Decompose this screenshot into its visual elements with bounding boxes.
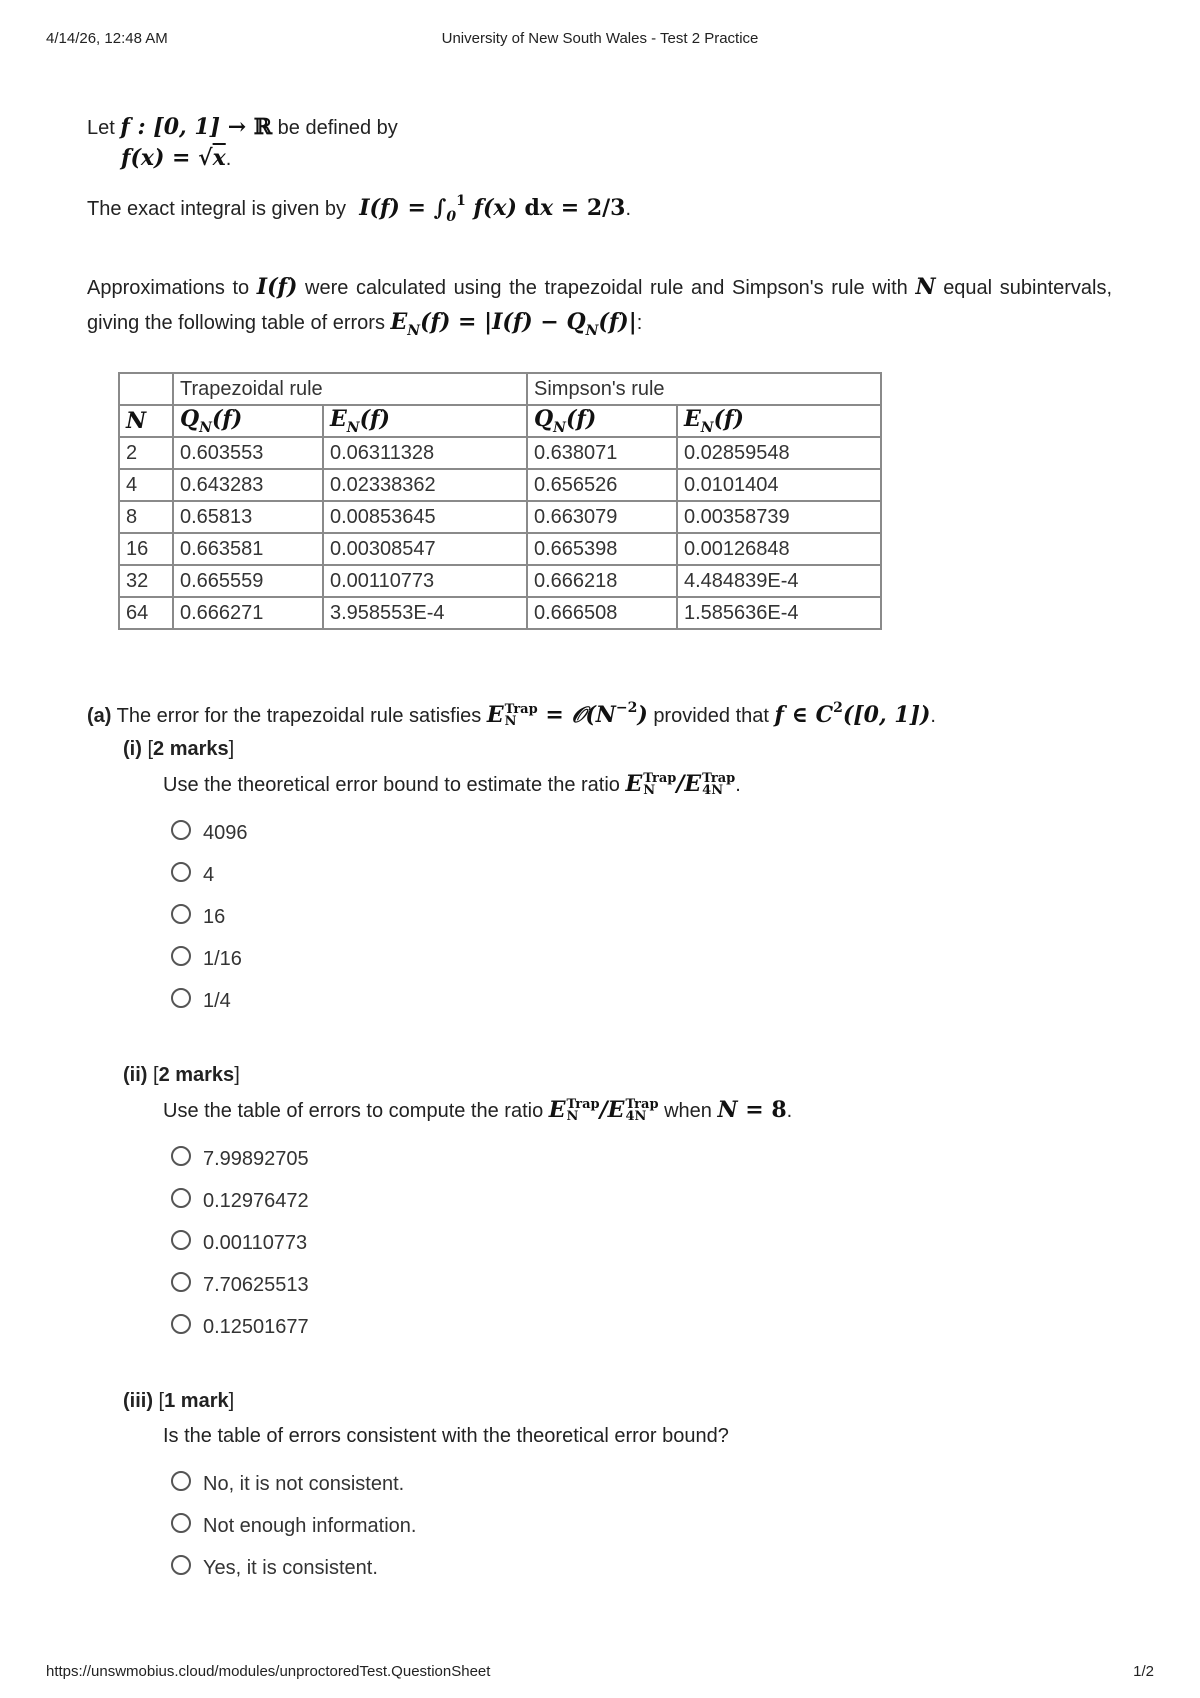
sub-iii-marks: 1 mark bbox=[164, 1390, 229, 1412]
sub-iii-prompt-text: Is the table of errors consistent with the theoretical error bound? bbox=[163, 1425, 729, 1447]
sub-i-prompt-text: Use the theoretical error bound to estimate the ratio bbox=[163, 774, 620, 796]
cell-en-trap: 3.958553E-4 bbox=[323, 597, 527, 629]
part-a-statement: (a) The error for the trapezoidal rule satisfies E Trap N = $𝒪(N^{-2})$ provided that f ∈ $C^2([0$, 1]). bbox=[87, 700, 936, 729]
table-group-header-row bbox=[119, 373, 881, 405]
sub-iii-options bbox=[171, 1463, 1112, 1589]
table-row bbox=[119, 437, 881, 469]
definition-line bbox=[87, 112, 1112, 143]
cell-n: 32 bbox=[119, 565, 173, 597]
question-content bbox=[87, 112, 1112, 1589]
page-title: University of New South Wales - Test 2 Practice bbox=[441, 30, 759, 47]
cell-qn-simp: 0.666508 bbox=[527, 597, 677, 629]
table-row bbox=[119, 597, 881, 629]
col-header-en-trap: $E_N(f)$ bbox=[323, 405, 527, 437]
answer-option[interactable]: 0.12501677 bbox=[171, 1306, 1112, 1348]
sub-iii-label: (iii) bbox=[123, 1390, 153, 1412]
sub-ii-options bbox=[171, 1138, 1112, 1348]
cell-n: 64 bbox=[119, 597, 173, 629]
col-header-qn-simp: $Q_N(f)$ bbox=[527, 405, 677, 437]
sub-ii-label: (ii) bbox=[123, 1064, 148, 1086]
sub-ii-prompt-text-1: Use the table of errors to compute the ratio bbox=[163, 1100, 544, 1122]
table-row bbox=[119, 469, 881, 501]
sub-question-iii-heading: (iii) [1 mark] bbox=[123, 1390, 235, 1412]
cell-en-trap: 0.00853645 bbox=[323, 501, 527, 533]
answer-option[interactable]: 7.70625513 bbox=[171, 1264, 1112, 1306]
part-a-text-1: The error for the trapezoidal rule satisfies bbox=[116, 705, 482, 727]
col-header-en-simp: $E_N(f)$ bbox=[677, 405, 881, 437]
let-text: Let bbox=[87, 117, 115, 139]
cell-n: 2 bbox=[119, 437, 173, 469]
answer-option[interactable]: 4096 bbox=[171, 812, 1112, 854]
answer-option[interactable]: 16 bbox=[171, 896, 1112, 938]
defined-by-text: be defined by bbox=[277, 117, 398, 139]
cell-qn-trap: 0.666271 bbox=[173, 597, 323, 629]
table-row bbox=[119, 565, 881, 597]
simpsons-rule-header: Simpson's rule bbox=[527, 373, 881, 405]
cell-qn-simp: 0.656526 bbox=[527, 469, 677, 501]
cell-qn-simp: 0.666218 bbox=[527, 565, 677, 597]
radio-button[interactable] bbox=[171, 1471, 191, 1491]
cell-en-trap: 0.00308547 bbox=[323, 533, 527, 565]
cell-n: 16 bbox=[119, 533, 173, 565]
radio-button[interactable] bbox=[171, 1314, 191, 1334]
sub-ii-marks: 2 marks bbox=[158, 1064, 235, 1086]
answer-option[interactable]: 1/4 bbox=[171, 980, 1112, 1022]
exact-integral-formula: $I(f) = \int_0^1$ f(x) dx = 2/3 bbox=[351, 193, 626, 225]
sub-question-ii-heading: (ii) [2 marks] bbox=[123, 1064, 240, 1086]
cell-n: 8 bbox=[119, 501, 173, 533]
part-a-label: (a) bbox=[87, 705, 112, 727]
table-row bbox=[119, 533, 881, 565]
cell-qn-trap: 0.603553 bbox=[173, 437, 323, 469]
cell-qn-simp: 0.663079 bbox=[527, 501, 677, 533]
cell-en-simp: 0.00358739 bbox=[677, 501, 881, 533]
cell-qn-trap: 0.663581 bbox=[173, 533, 323, 565]
cell-en-simp: 0.02859548 bbox=[677, 437, 881, 469]
table-column-header-row bbox=[119, 405, 881, 437]
sub-question-i-heading: (i) [2 marks] bbox=[123, 738, 235, 760]
answer-option[interactable]: Yes, it is consistent. bbox=[171, 1547, 1112, 1589]
answer-option[interactable]: 0.12976472 bbox=[171, 1180, 1112, 1222]
cell-qn-trap: 0.665559 bbox=[173, 565, 323, 597]
answer-option[interactable]: 7.99892705 bbox=[171, 1138, 1112, 1180]
radio-button[interactable] bbox=[171, 1513, 191, 1533]
sub-i-label: (i) bbox=[123, 738, 142, 760]
answer-option[interactable]: 4 bbox=[171, 854, 1112, 896]
table-row bbox=[119, 501, 881, 533]
function-signature: f : [0, 1] → ℝ bbox=[120, 114, 273, 140]
radio-button[interactable] bbox=[171, 946, 191, 966]
radio-button[interactable] bbox=[171, 904, 191, 924]
radio-button[interactable] bbox=[171, 862, 191, 882]
cell-en-simp: 0.00126848 bbox=[677, 533, 881, 565]
cell-qn-simp: 0.638071 bbox=[527, 437, 677, 469]
radio-button[interactable] bbox=[171, 1188, 191, 1208]
approximations-paragraph: Approximations to I(f) were calculated using the trapezoidal rule and Simpson's rule with N equal subintervals, giving the following table of errors $E_N(f) = |I(f) - Q_N(f)|$: bbox=[87, 274, 1113, 339]
cell-en-simp: 4.484839E-4 bbox=[677, 565, 881, 597]
cell-qn-simp: 0.665398 bbox=[527, 533, 677, 565]
cell-en-trap: 0.00110773 bbox=[323, 565, 527, 597]
cell-en-simp: 1.585636E-4 bbox=[677, 597, 881, 629]
answer-option[interactable]: No, it is not consistent. bbox=[171, 1463, 1112, 1505]
cell-en-simp: 0.0101404 bbox=[677, 469, 881, 501]
radio-button[interactable] bbox=[171, 1230, 191, 1250]
answer-option[interactable]: 1/16 bbox=[171, 938, 1112, 980]
print-datetime: 4/14/26, 12:48 AM bbox=[46, 30, 168, 47]
radio-button[interactable] bbox=[171, 1555, 191, 1575]
radio-button[interactable] bbox=[171, 820, 191, 840]
sub-question-i-prompt: Use the theoretical error bound to estimate the ratio E Trap N /E Trap 4N . bbox=[163, 771, 741, 798]
exact-integral-line: The exact integral is given by $I(f) = \int_0^1$ f(x) dx = 2/3. bbox=[87, 193, 632, 225]
function-definition: f(x) = √x. bbox=[121, 145, 232, 171]
part-a-text-2: provided that bbox=[653, 705, 769, 727]
cell-en-trap: 0.02338362 bbox=[323, 469, 527, 501]
radio-button[interactable] bbox=[171, 1272, 191, 1292]
page-url: https://unswmobius.cloud/modules/unproctoredTest.QuestionSheet bbox=[46, 1663, 491, 1680]
trapezoidal-rule-header: Trapezoidal rule bbox=[173, 373, 527, 405]
cell-qn-trap: 0.65813 bbox=[173, 501, 323, 533]
answer-option[interactable]: Not enough information. bbox=[171, 1505, 1112, 1547]
approx-text-3: equal subintervals, giving the following table of errors bbox=[87, 277, 1113, 334]
answer-option[interactable]: 0.00110773 bbox=[171, 1222, 1112, 1264]
sub-question-iii-prompt bbox=[163, 1419, 1112, 1453]
col-header-n: N bbox=[119, 405, 173, 437]
sub-question-ii-prompt: Use the table of errors to compute the ratio E Trap N /E Trap 4N when N = 8. bbox=[163, 1097, 793, 1124]
radio-button[interactable] bbox=[171, 988, 191, 1008]
cell-qn-trap: 0.643283 bbox=[173, 469, 323, 501]
cell-n: 4 bbox=[119, 469, 173, 501]
col-header-qn-trap: $Q_N(f)$ bbox=[173, 405, 323, 437]
sub-ii-prompt-text-2: when bbox=[664, 1100, 712, 1122]
approx-text-1: Approximations to bbox=[87, 277, 250, 299]
cell-en-trap: 0.06311328 bbox=[323, 437, 527, 469]
sub-i-marks: 2 marks bbox=[153, 738, 229, 760]
sub-i-options bbox=[171, 812, 1112, 1022]
radio-button[interactable] bbox=[171, 1146, 191, 1166]
exact-integral-text: The exact integral is given by bbox=[87, 198, 347, 220]
approx-text-2: were calculated using the trapezoidal rule and Simpson's rule with bbox=[305, 277, 908, 299]
page-number: 1/2 bbox=[1133, 1663, 1154, 1680]
error-table bbox=[118, 372, 882, 630]
